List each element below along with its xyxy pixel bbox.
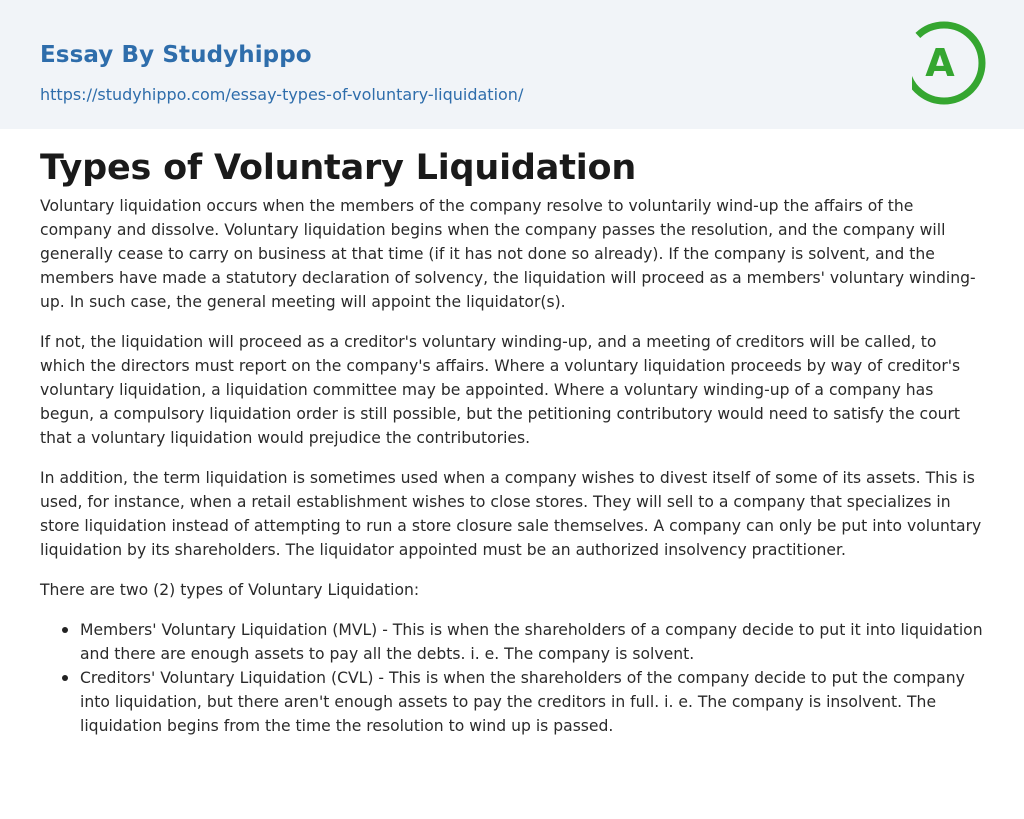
studyhippo-logo-icon[interactable] (912, 20, 986, 106)
list-item-text: Members' Voluntary Liquidation (MVL) - This is when the shareholders of a company decide to put it into liquidation and there are enough assets to pay all the debts. i. e. The company is solvent. (80, 621, 983, 663)
paragraph-2: If not, the liquidation will proceed as a creditor's voluntary winding-up, and a meeting of creditors will be called, to which the directors must report on the company's affairs. Where a voluntary liquidation proceeds by way of creditor's voluntary liquidation, a liquidation committee may be appointed. Where a voluntary winding-up of a company has begun, a compulsory liquidation order is still possible, but the petitioning contributory would need to satisfy the court that a voluntary liquidation would prejudice the contributories. (40, 333, 961, 447)
site-brand[interactable]: Essay By Studyhippo (40, 42, 312, 68)
paragraph-1: Voluntary liquidation occurs when the members of the company resolve to voluntarily wind-up the affairs of the company and dissolve. Voluntary liquidation begins when the company passes the resolution, and the company will generally cease to carry on business at that time (if it has not done so already). If the company is solvent, and the members have made a statutory declaration of solvency, the liquidation will proceed as a members' voluntary winding-up. In such case, the general meeting will appoint the liquidator(s). (40, 197, 976, 311)
essay-url-link[interactable]: https://studyhippo.com/essay-types-of-voluntary-liquidation/ (40, 85, 524, 104)
logo-letter: A (925, 41, 955, 85)
page-title: Types of Voluntary Liquidation (40, 148, 637, 188)
bullet-icon (62, 675, 68, 681)
paragraph-3: In addition, the term liquidation is sometimes used when a company wishes to divest itself of some of its assets. This is used, for instance, when a retail establishment wishes to close stores. They will sell to a company that specializes in store liquidation instead of attempting to run a store closure sale themselves. A company can only be put into voluntary liquidation by its shareholders. The liquidator appointed must be an authorized insolvency practitioner. (40, 469, 982, 559)
bullet-icon (62, 627, 68, 633)
liquidation-types-list (40, 618, 984, 738)
list-item (40, 666, 984, 738)
list-item-text: Creditors' Voluntary Liquidation (CVL) - This is when the shareholders of the company decide to put the company into liquidation, but there aren't enough assets to pay the creditors in full. i. e. The company is insolvent. The liquidation begins from the time the resolution to wind up is passed. (80, 669, 965, 735)
article-body (40, 146, 984, 738)
paragraph-4: There are two (2) types of Voluntary Liquidation: (40, 581, 420, 599)
site-header (0, 0, 1024, 129)
list-item (40, 618, 984, 666)
